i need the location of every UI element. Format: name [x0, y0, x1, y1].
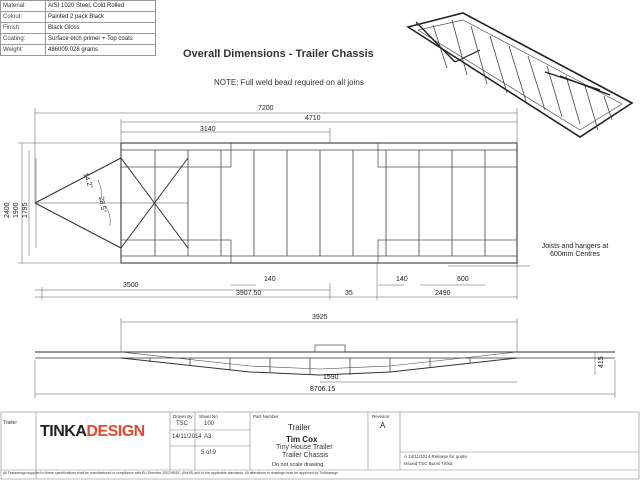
- drawn-by-label: Drawn By: [173, 414, 193, 419]
- dim-frame-width: 1900: [13, 202, 20, 218]
- isometric-view: [408, 13, 632, 137]
- revision-value: A: [380, 421, 386, 430]
- dim-deck-length: 4710: [305, 115, 321, 122]
- dim-axle-position: 3907.50: [236, 290, 262, 297]
- dim-front-hanger: 140: [264, 276, 276, 283]
- drawing-date: 14/11/2014: [172, 434, 202, 440]
- company-logo: [40, 423, 145, 441]
- dim-axle-gap: 35: [345, 290, 353, 297]
- logo-part-b: DESIGN: [86, 423, 145, 440]
- dim-side-overall: 8706.15: [310, 386, 336, 393]
- revision-row: A 14/11/2014 Release for quote: [404, 454, 467, 459]
- dim-front-section: 3140: [200, 126, 216, 133]
- left-item-label: Trailer: [3, 420, 17, 426]
- property-value: AISI 1020 Steel, Cold Rolled: [46, 1, 156, 12]
- dim-rear-section: 2490: [435, 290, 451, 297]
- plan-view: [35, 143, 517, 263]
- dim-joist-spacing: 600: [457, 276, 469, 283]
- dim-rear-hanger: 140: [396, 276, 408, 283]
- dim-overall-width: 2400: [4, 202, 11, 218]
- side-view: [35, 345, 615, 375]
- sheet-no-label: Sheet No: [199, 414, 218, 419]
- sheet-no-value: 100: [204, 421, 215, 427]
- part-number-label: Part Number: [253, 414, 279, 419]
- scale-note: Do not scale drawing.: [272, 462, 325, 468]
- item-name: Trailer Chassis: [282, 452, 329, 459]
- revision-label: Revision: [372, 414, 390, 419]
- part-name: Trailer: [288, 423, 311, 432]
- drawing-title: Overall Dimensions - Trailer Chassis: [183, 48, 374, 60]
- property-key: Colour:: [1, 12, 46, 23]
- dim-drop-section: 1590: [323, 374, 339, 381]
- property-key: Coating:: [1, 34, 46, 45]
- dim-overall-length: 7200: [258, 105, 274, 112]
- revision-issued: Issued TSC Bunni Tinka: [404, 461, 453, 466]
- property-key: Weight:: [1, 45, 46, 56]
- logo-part-a: TINKA: [40, 423, 87, 440]
- angle-upper: 14.2°: [81, 172, 94, 190]
- fine-print: All Tinkadesign supplied to these specifications shall be manufactured in compliance with EU Directive 2002/95/EC (RoHS) and to the applicable standards. All alterations to drawings must be approved by Tinkadesign.: [3, 471, 339, 475]
- sheet-size: A3: [204, 434, 212, 440]
- angle-lower: 28.5°: [97, 196, 107, 214]
- property-value: 486009.028 grams: [46, 45, 156, 56]
- drawing-note: NOTE: Full weld bead required on all joins: [214, 78, 364, 87]
- client-name: Tim Cox: [286, 435, 318, 444]
- project-name: Tiny House Trailer: [276, 444, 333, 451]
- joist-callout: Joists and hangers at 600mm Centres: [541, 243, 609, 258]
- property-value: Painted 2 pack Black: [46, 12, 156, 23]
- dim-drawbar: 3500: [123, 282, 139, 289]
- sheet-count: 5 of 9: [201, 450, 217, 456]
- dim-drop-height: 415: [598, 356, 605, 368]
- dim-inner-width: 1795: [22, 202, 29, 218]
- property-value: Black Gloss: [46, 23, 156, 34]
- property-value: Surface etch primer + Top coats: [46, 34, 156, 45]
- dim-side-length: 3925: [312, 314, 328, 321]
- property-key: Finish:: [1, 23, 46, 34]
- drawn-by-value: TSC: [176, 421, 188, 427]
- property-key: Material:: [1, 1, 46, 12]
